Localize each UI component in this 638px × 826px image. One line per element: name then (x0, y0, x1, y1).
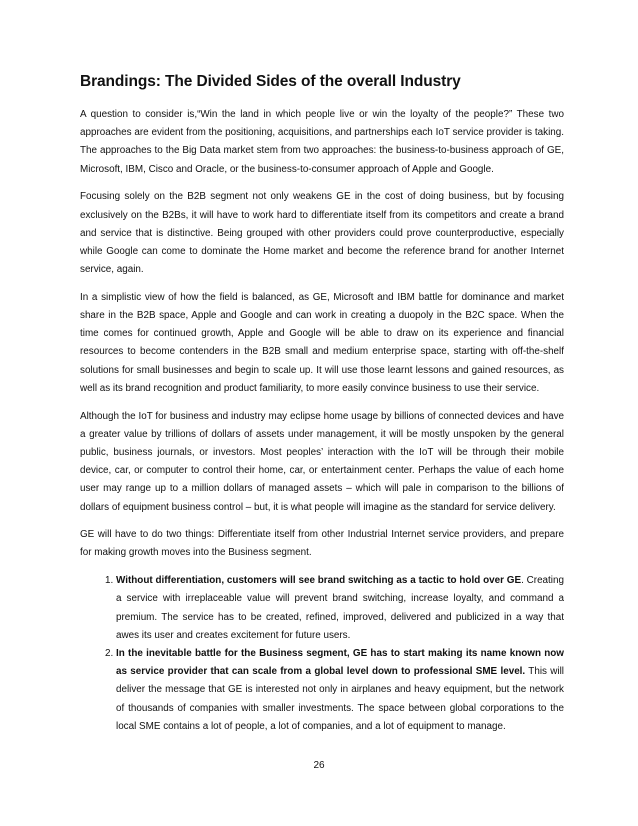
paragraph-b2b-focus: Focusing solely on the B2B segment not only weakens GE in the cost of doing business, but by focusing exclusively on the B2Bs, it will have to work hard to differentiate itself from its competitors and create a brand and service that is distinctive. Being grouped with other providers could prove counterproductive, especially while Google can come to dominate the Home market and become the reference brand for another Internet service, again. (80, 191, 564, 276)
numbered-list (80, 572, 564, 736)
page-number: 26 (313, 760, 325, 771)
section-heading: Brandings: The Divided Sides of the overall Industry (80, 73, 461, 90)
paragraph-simplistic-view: In a simplistic view of how the field is balanced, as GE, Microsoft and IBM battle for dominance and market share in the B2B space, Apple and Google and can work in creating a duopoly in the B2C space. When the time comes for continued growth, Apple and Google will be able to draw on its experience and financial resources to become contenders in the B2B small and medium enterprise space, starting with off-the-shelf solutions for small businesses and begin to scale up. It will use those learnt lessons and gained resources, as well as its brand recognition and product familiarity, to more easily convince business to use their service. (80, 291, 564, 394)
list-item-bold: In the inevitable battle for the Business segment, GE has to start making its name known now as service provider that can scale from a global level down to professional SME level. (116, 647, 564, 678)
paragraph-ge-two-things: GE will have to do two things: Differentiate itself from other Industrial Internet service providers, and prepare for making growth moves into the Business segment. (80, 529, 564, 559)
page-content (80, 72, 564, 736)
paragraph-question: A question to consider is,“Win the land in which people live or win the loyalty of the people?” These two approaches are evident from the positioning, acquisitions, and partnerships each IoT service provider is taking. The approaches to the Big Data market stem from two approaches: the business-to-business approach of GE, Microsoft, IBM, Cisco and Oracle, or the business-to-consumer approach of Apple and Google. (80, 109, 564, 175)
list-item-text: . Creating a service with irreplaceable value will prevent brand switching, increase loyalty, and command a premium. The service has to be created, refined, improved, delivered and publicized in a way that awes its user and creates excitement for future users. (116, 575, 564, 641)
list-item (116, 572, 564, 645)
paragraph-iot-business: Although the IoT for business and industry may eclipse home usage by billions of connected devices and have a greater value by trillions of dollars of assets under management, it will be mostly unspoken by the general public, business journals, or investors. Most peoples’ interaction with the IoT will be through their mobile device, car, or computer to control their home, car, or entertainment center. Perhaps the value of each home user may range up to a million dollars of managed assets – which will pale in comparison to the billions of dollars of equipment business control – but, it is what people will imagine as the standard for service delivery. (80, 410, 564, 513)
list-item-bold: Without differentiation, customers will see brand switching as a tactic to hold over GE (116, 575, 522, 587)
list-item-text: This will deliver the message that GE is interested not only in airplanes and heavy equipment, but the network of thousands of companies with smaller investments. The space between global corporations to the local SME contains a lot of people, a lot of companies, and a lot of equipment to manage. (116, 666, 564, 732)
list-item (116, 645, 564, 736)
